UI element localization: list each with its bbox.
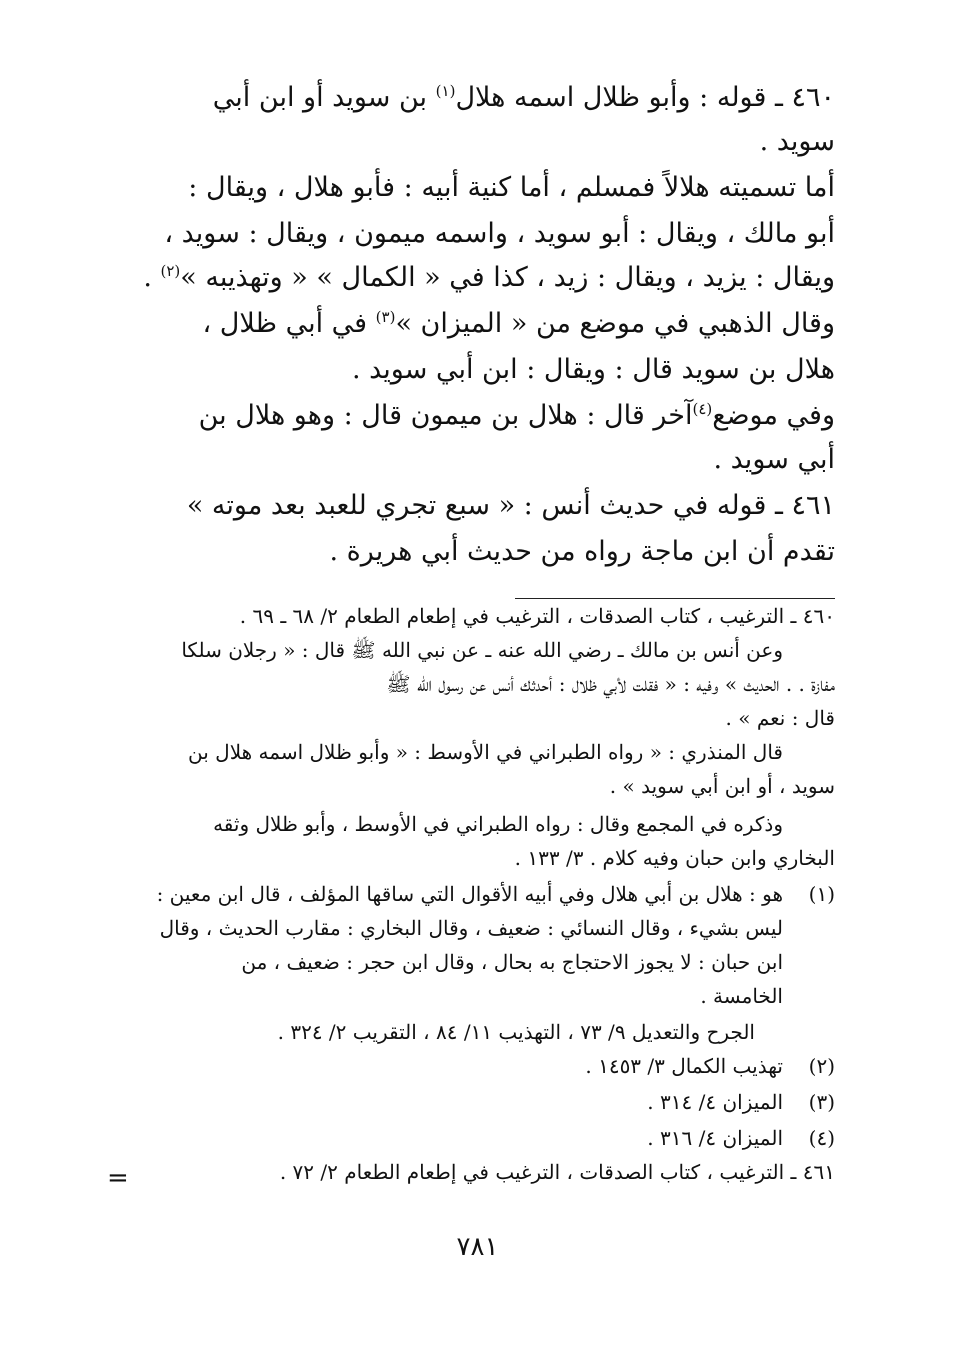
footnote-ref-4: (٤): [692, 400, 713, 418]
footnote-2-text: تهذيب الكمال ٣/ ١٤٥٣ .: [585, 1054, 783, 1078]
note-460-line: ٤٦٠ ـ الترغيب ، كتاب الصدقات ، الترغيب في إطعام الطعام ٢/ ٦٨ ـ ٦٩ .: [239, 604, 835, 628]
note-460-line: مفازة . . الحديث » وفيه : « فقلت لأبي ظلال : أحدثك أنس عن رسول الله ﷺ: [386, 672, 835, 696]
footnote-4-number: (٤): [808, 1126, 835, 1150]
note-460-line: البخاري وابن حبان وفيه كلام . ٣/ ١٣٣ .: [514, 846, 835, 870]
note-461-line: ٤٦١ ـ الترغيب ، كتاب الصدقات ، الترغيب في إطعام الطعام ٢/ ٧٢ .: [279, 1160, 835, 1184]
entry-460-line-1: ٤٦٠ ـ قوله : وأبو ظلال اسمه هلال$^{(١)}$ بن سويد أو ابن أبي: [212, 82, 835, 113]
entry-461-line-2: تقدم أن ابن ماجة رواه من حديث أبي هريرة .: [329, 536, 835, 567]
footnote-2-number: (٢): [808, 1054, 835, 1078]
note-460-line: وعن أنس بن مالك ـ رضي الله عنه ـ عن نبي الله ﷺ قال : « رجلان سلكا: [181, 638, 783, 662]
footnote-separator: [515, 598, 835, 599]
footnote-1-line: هو : هلال بن أبي هلال وفي أبيه الأقوال التي ساقها المؤلف ، قال ابن معين :: [156, 882, 783, 906]
footnote-3-text: الميزان ٤/ ٣١٤ .: [647, 1090, 783, 1114]
footnote-4-text: الميزان ٤/ ٣١٦ .: [647, 1126, 783, 1150]
paragraph-line: ويقال : يزيد ، ويقال : زيد ، كذا في « الكمال » « وتهذيبه »$^{(٢)}$ .: [143, 262, 835, 293]
continuation-mark: =: [107, 1163, 129, 1193]
paragraph-line: أما تسميته هلالاً فمسلم ، أما كنية أبيه : فأبو هلال ، ويقال :: [188, 172, 835, 203]
note-460-line: سويد ، أو ابن أبي سويد » .: [609, 774, 835, 798]
paragraph-line: أبي سويد .: [713, 444, 835, 475]
entry-461-line-1: ٤٦١ ـ قوله في حديث أنس : « سبع تجري للعبد بعد موته »: [186, 490, 835, 521]
note-460-line: قال المنذري : « رواه الطبراني في الأوسط : « وأبو ظلال اسمه هلال بن: [188, 740, 783, 764]
paragraph-line: وقال الذهبي في موضع من « الميزان »$^{(٣)}$ في أبي ظلال ،: [202, 308, 835, 339]
footnote-ref-2: (٢): [160, 262, 181, 280]
note-460-line: وذكره في المجمع وقال : رواه الطبراني في الأوسط ، وأبو ظلال وثقه: [213, 812, 783, 836]
paragraph-line: وفي موضع$^{(٤)}$آخر قال : هلال بن ميمون قال : وهو هلال بن: [198, 400, 835, 431]
paragraph-line: هلال بن سويد قال : ويقال : ابن أبي سويد .: [351, 354, 835, 385]
page-number: ٧٨١: [456, 1232, 499, 1262]
footnote-ref-3: (٣): [375, 308, 396, 326]
footnote-3-number: (٣): [808, 1090, 835, 1114]
entry-460-line-2: سويد .: [759, 126, 835, 157]
footnote-1-line: الخامسة .: [700, 984, 783, 1008]
note-460-line: قال : نعم » .: [725, 706, 835, 730]
footnote-1-refs: الجرح والتعديل ٩/ ٧٣ ، التهذيب ١١/ ٨٤ ، التقريب ٢/ ٣٢٤ .: [277, 1020, 755, 1044]
paragraph-line: أبو مالك ، ويقال : أبو سويد ، واسمه ميمون ، ويقال : سويد ،: [164, 218, 835, 249]
footnote-1-line: ليس بشيء ، وقال النسائي : ضعيف ، وقال البخاري : مقارب الحديث ، وقال: [159, 916, 783, 940]
footnote-1-line: ابن حبان : لا يجوز الاحتجاج به بحال ، وقال ابن حجر : ضعيف ، من: [241, 950, 783, 974]
footnote-1-number: (١): [808, 882, 835, 906]
footnote-ref-1: (١): [435, 82, 456, 100]
